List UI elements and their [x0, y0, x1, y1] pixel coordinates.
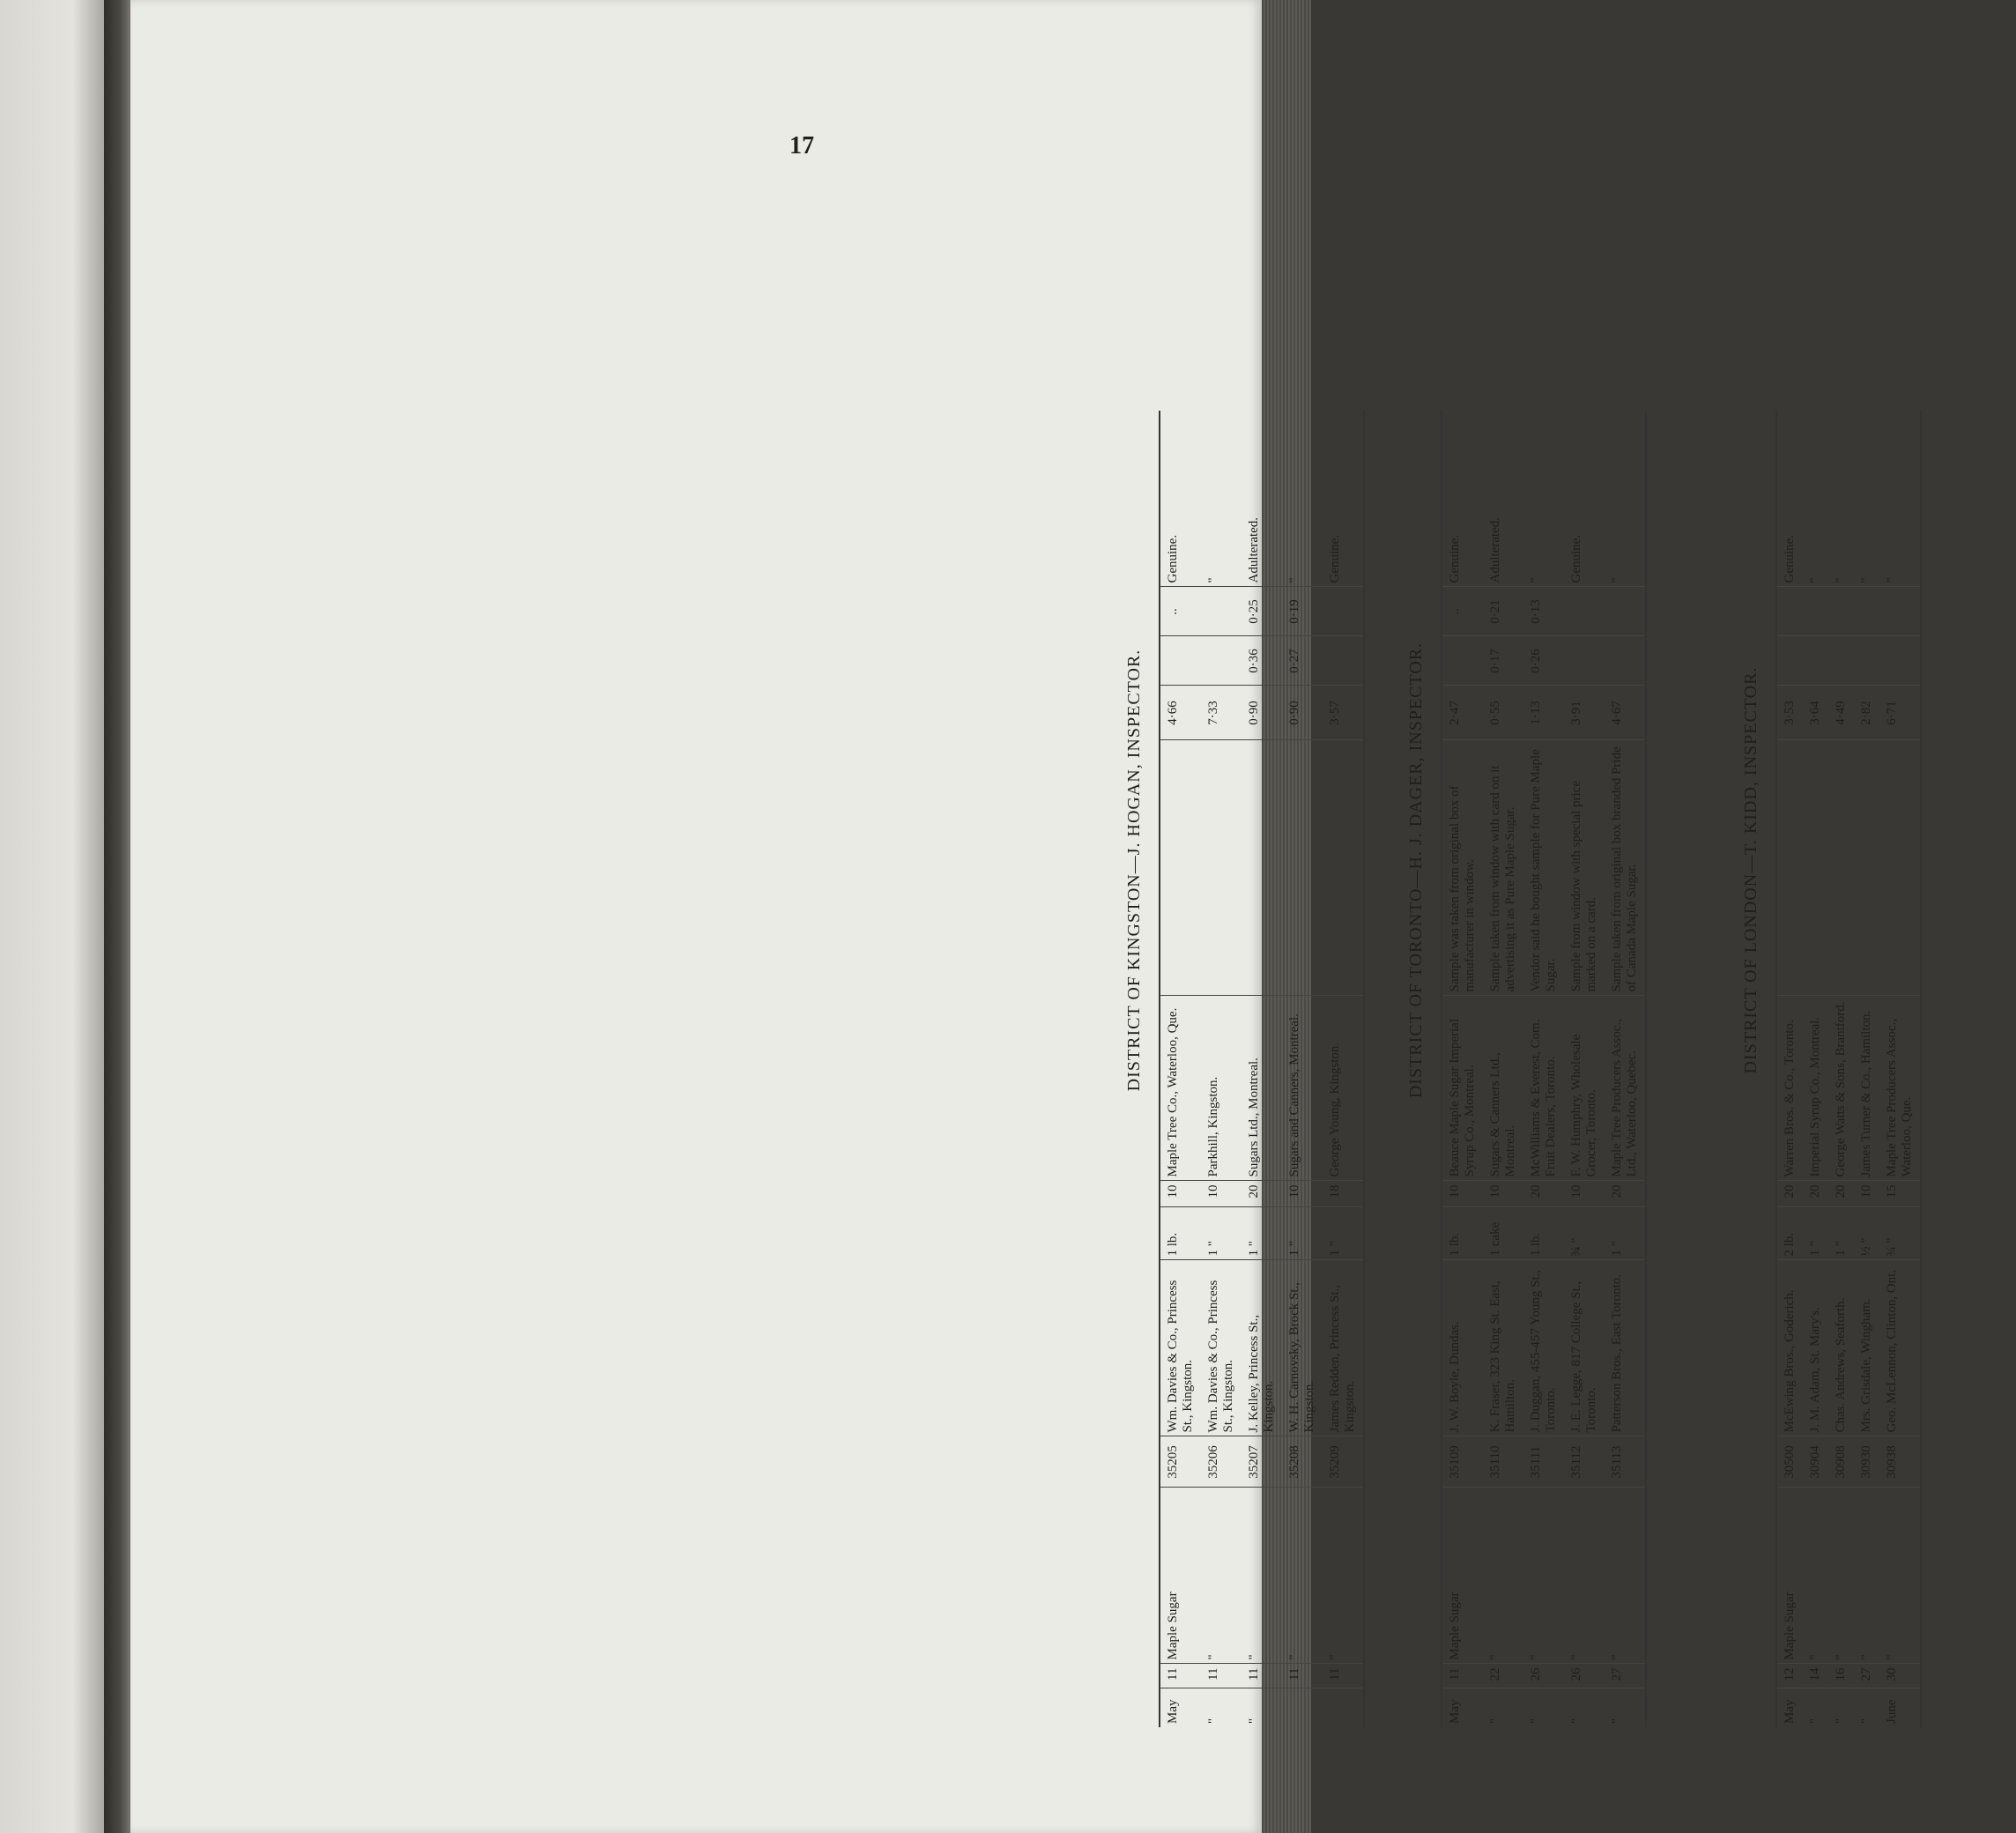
cell-v1: 3·91	[1564, 686, 1605, 740]
cell-dealer: Mrs. Grisdale, Wingham.	[1854, 1260, 1879, 1436]
cell-remarks	[1282, 740, 1323, 996]
district-london	[1738, 189, 1922, 1727]
cell-quantity: 1 "	[1323, 1207, 1364, 1260]
cell-v3: ..	[1160, 587, 1201, 636]
cell-v3	[1879, 587, 1921, 636]
cell-article: "	[1605, 1488, 1646, 1664]
cell-v1: 7·33	[1201, 686, 1241, 740]
cell-result: Genuine.	[1160, 411, 1201, 587]
cell-article: "	[1201, 1488, 1241, 1664]
table-row	[1605, 411, 1646, 1727]
cell-manufacturer: Sugars Ltd., Montreal.	[1241, 996, 1282, 1181]
cell-number: 35207	[1241, 1436, 1282, 1488]
cell-v2	[1828, 636, 1854, 686]
district-title: DISTRICT OF KINGSTON—J. HOGAN, INSPECTOR.	[1124, 649, 1144, 1092]
cell-price: 15	[1879, 1181, 1921, 1207]
cell-manufacturer: Warren Bros. & Co., Toronto.	[1776, 996, 1803, 1181]
book-spine	[104, 0, 130, 1833]
cell-number: 35112	[1564, 1436, 1605, 1488]
cell-number: 35111	[1523, 1436, 1564, 1488]
cell-month: "	[1206, 1718, 1220, 1724]
cell-remarks	[1201, 740, 1241, 996]
cell-v1: 0·90	[1241, 686, 1282, 740]
cell-remarks	[1241, 740, 1282, 996]
cell-price: 20	[1803, 1181, 1828, 1207]
cell-manufacturer: Maple Tree Co., Waterloo, Que.	[1160, 996, 1201, 1181]
table-row	[1282, 411, 1323, 1727]
page	[130, 0, 1262, 1833]
cell-article: "	[1828, 1488, 1854, 1664]
cell-price: 10	[1160, 1181, 1201, 1207]
cell-manufacturer: Maple Tree Producers Assoc., Ltd., Waterloo, Quebec.	[1605, 996, 1646, 1181]
cell-day: 11	[1323, 1664, 1364, 1688]
cell-v2	[1323, 636, 1364, 686]
cell-article: Maple Sugar	[1442, 1488, 1483, 1664]
cell-v2	[1605, 636, 1646, 686]
cell-result: Adulterated.	[1483, 411, 1523, 587]
district-kingston	[1122, 189, 1365, 1727]
cell-price: 10	[1483, 1181, 1523, 1207]
left-page-edge	[0, 0, 104, 1833]
table-row	[1442, 411, 1483, 1727]
cell-article: "	[1879, 1488, 1921, 1664]
cell-v2	[1160, 636, 1201, 686]
cell-month: May	[1166, 1699, 1180, 1724]
cell-dealer: J. M. Adam, St. Mary's.	[1803, 1260, 1828, 1436]
cell-remarks: Sample was taken from original box of manufacturer in window.	[1442, 740, 1483, 996]
cell-v2	[1854, 636, 1879, 686]
cell-v2: 0·27	[1282, 636, 1323, 686]
cell-month: "	[1610, 1718, 1624, 1724]
cell-v2	[1564, 636, 1605, 686]
cell-v1: 3·57	[1323, 686, 1364, 740]
cell-quantity: 1 "	[1828, 1207, 1854, 1260]
cell-number: 35208	[1282, 1436, 1323, 1488]
cell-dealer: Chas. Andrews, Seaforth.	[1828, 1260, 1854, 1436]
cell-month	[1323, 1688, 1364, 1727]
cell-number: 35113	[1605, 1436, 1646, 1488]
table-row	[1201, 411, 1241, 1727]
cell-manufacturer: Maple Tree Producers Assoc., Waterloo, Que.	[1879, 996, 1921, 1181]
cell-result: "	[1879, 411, 1921, 587]
cell-dealer: J. W. Boyle, Dundas.	[1442, 1260, 1483, 1436]
page-number: 17	[789, 132, 814, 160]
cell-result: "	[1828, 411, 1854, 587]
cell-dealer: W. H. Carnovsky, Brock St., Kingston.	[1282, 1260, 1323, 1436]
cell-month: "	[1808, 1718, 1822, 1724]
samples-table	[1159, 411, 1365, 1727]
cell-result: "	[1803, 411, 1828, 587]
cell-result: Genuine.	[1323, 411, 1364, 587]
cell-number: 35206	[1201, 1436, 1241, 1488]
cell-article: "	[1854, 1488, 1879, 1664]
cell-dealer: Wm. Davies & Co., Princess St., Kingston.	[1160, 1260, 1201, 1436]
district-title: DISTRICT OF LONDON—T. KIDD, INSPECTOR.	[1741, 666, 1760, 1074]
cell-v1: 2·47	[1442, 686, 1483, 740]
cell-dealer: J. Kelley, Princess St., Kingston.	[1241, 1260, 1282, 1436]
cell-result: Adulterated.	[1241, 411, 1282, 587]
cell-dealer: McEwing Bros., Goderich.	[1776, 1260, 1803, 1436]
cell-number: 30908	[1828, 1436, 1854, 1488]
cell-remarks	[1828, 740, 1854, 996]
cell-result: "	[1605, 411, 1646, 587]
cell-quantity: ¾ "	[1879, 1207, 1921, 1260]
cell-day: 26	[1523, 1664, 1564, 1688]
cell-dealer: K. Fraser, 323 King St. East, Hamilton.	[1483, 1260, 1523, 1436]
samples-table	[1775, 411, 1922, 1727]
table-row	[1323, 411, 1364, 1727]
cell-dealer: James Redden, Princess St., Kingston.	[1323, 1260, 1364, 1436]
cell-day: 14	[1803, 1664, 1828, 1688]
cell-v2	[1201, 636, 1241, 686]
cell-price: 18	[1323, 1181, 1364, 1207]
cell-remarks: Sample taken from window with card on it advertising it as Pure Maple Sugar.	[1483, 740, 1523, 996]
table-row	[1523, 411, 1564, 1727]
cell-v3: 0·19	[1282, 587, 1323, 636]
cell-month: "	[1529, 1718, 1543, 1724]
cell-v2: 0·17	[1483, 636, 1523, 686]
cell-quantity: 1 lb.	[1442, 1207, 1483, 1260]
cell-price: 10	[1282, 1181, 1323, 1207]
cell-price: 10	[1854, 1181, 1879, 1207]
cell-day: 26	[1564, 1664, 1605, 1688]
cell-manufacturer: George Young, Kingston.	[1323, 996, 1364, 1181]
table-row	[1483, 411, 1523, 1727]
cell-month: May	[1448, 1699, 1462, 1724]
cell-price: 20	[1776, 1181, 1803, 1207]
cell-quantity: 1 "	[1201, 1207, 1241, 1260]
cell-remarks	[1879, 740, 1921, 996]
table-row	[1879, 411, 1921, 1727]
cell-v3	[1201, 587, 1241, 636]
cell-v1: 0·90	[1282, 686, 1323, 740]
table-row	[1160, 411, 1201, 1727]
cell-quantity: 1 "	[1605, 1207, 1646, 1260]
cell-remarks: Sample taken from original box branded Pride of Canada Maple Sugar.	[1605, 740, 1646, 996]
cell-v2	[1803, 636, 1828, 686]
cell-v1: 0·55	[1483, 686, 1523, 740]
district-toronto	[1404, 189, 1647, 1727]
cell-v3	[1564, 587, 1605, 636]
cell-article: "	[1483, 1488, 1523, 1664]
cell-number: 30930	[1854, 1436, 1879, 1488]
cell-v3	[1605, 587, 1646, 636]
cell-month: "	[1859, 1718, 1873, 1724]
cell-quantity: 1 lb.	[1523, 1207, 1564, 1260]
cell-article: "	[1323, 1488, 1364, 1664]
cell-remarks	[1160, 740, 1201, 996]
cell-number: 30904	[1803, 1436, 1828, 1488]
cell-remarks	[1854, 740, 1879, 996]
cell-day: 11	[1282, 1664, 1323, 1688]
cell-v2: 0·36	[1241, 636, 1282, 686]
cell-v1: 4·67	[1605, 686, 1646, 740]
cell-v3	[1323, 587, 1364, 636]
cell-v1: 3·53	[1776, 686, 1803, 740]
cell-price: 20	[1523, 1181, 1564, 1207]
cell-result: Genuine.	[1776, 411, 1803, 587]
cell-dealer: Geo. McLennon, Clinton, Ont.	[1879, 1260, 1921, 1436]
cell-quantity: 1 cake	[1483, 1207, 1523, 1260]
cell-v2: 0·26	[1523, 636, 1564, 686]
cell-price: 10	[1564, 1181, 1605, 1207]
cell-price: 10	[1201, 1181, 1241, 1207]
cell-article: "	[1564, 1488, 1605, 1664]
cell-manufacturer: Imperial Syrup Co., Montreal.	[1803, 996, 1828, 1181]
cell-price: 20	[1241, 1181, 1282, 1207]
table-row	[1564, 411, 1605, 1727]
cell-day: 27	[1854, 1664, 1879, 1688]
cell-quantity: ½ "	[1854, 1207, 1879, 1260]
cell-price: 10	[1442, 1181, 1483, 1207]
cell-result: "	[1282, 411, 1323, 587]
cell-v2	[1879, 636, 1921, 686]
table-row	[1828, 411, 1854, 1727]
cell-remarks	[1323, 740, 1364, 996]
rotated-table-area	[1122, 189, 2016, 1727]
cell-quantity: 2 lb.	[1776, 1207, 1803, 1260]
cell-manufacturer: F. W. Humphry, Wholesale Grocer, Toronto.	[1564, 996, 1605, 1181]
cell-article: "	[1241, 1488, 1282, 1664]
cell-month: "	[1247, 1718, 1261, 1724]
cell-day: 12	[1776, 1664, 1803, 1688]
cell-v3	[1828, 587, 1854, 636]
cell-remarks	[1803, 740, 1828, 996]
cell-number: 35110	[1483, 1436, 1523, 1488]
cell-quantity: 1 "	[1803, 1207, 1828, 1260]
cell-manufacturer: Parkhill, Kingston.	[1201, 996, 1241, 1181]
cell-article: "	[1523, 1488, 1564, 1664]
cell-month	[1282, 1688, 1323, 1727]
cell-v1: 4·49	[1828, 686, 1854, 740]
cell-v3	[1776, 587, 1803, 636]
cell-v3: 0·13	[1523, 587, 1564, 636]
cell-day: 11	[1442, 1664, 1483, 1688]
district-title: DISTRICT OF TORONTO—H. J. DAGER, INSPECTOR.	[1406, 642, 1426, 1099]
cell-v1: 6·71	[1879, 686, 1921, 740]
table-row	[1803, 411, 1828, 1727]
cell-remarks: Sample from window with special price marked on a card.	[1564, 740, 1605, 996]
cell-number: 35205	[1160, 1436, 1201, 1488]
cell-day: 11	[1241, 1664, 1282, 1688]
cell-month: "	[1834, 1718, 1848, 1724]
cell-v1: 2·82	[1854, 686, 1879, 740]
cell-manufacturer: George Watts & Sons, Brantford.	[1828, 996, 1854, 1181]
cell-v1: 4·66	[1160, 686, 1201, 740]
cell-manufacturer: Sugars and Canners, Montreal.	[1282, 996, 1323, 1181]
cell-dealer: Patterson Bros., East Toronto.	[1605, 1260, 1646, 1436]
cell-v3	[1854, 587, 1879, 636]
cell-quantity: ¾ "	[1564, 1207, 1605, 1260]
cell-number: 30500	[1776, 1436, 1803, 1488]
cell-number: 35209	[1323, 1436, 1364, 1488]
cell-article: "	[1803, 1488, 1828, 1664]
cell-number: 35109	[1442, 1436, 1483, 1488]
cell-quantity: 1 "	[1282, 1207, 1323, 1260]
cell-manufacturer: Sugars & Canners Ltd., Montreal.	[1483, 996, 1523, 1181]
cell-result: Genuine.	[1442, 411, 1483, 587]
table-row	[1776, 411, 1803, 1727]
cell-day: 27	[1605, 1664, 1646, 1688]
cell-v3: ..	[1442, 587, 1483, 636]
cell-result: Genuine.	[1564, 411, 1605, 587]
cell-article: Maple Sugar	[1160, 1488, 1201, 1664]
cell-price: 20	[1605, 1181, 1646, 1207]
cell-day: 16	[1828, 1664, 1854, 1688]
cell-remarks: Vendor said he bought sample for Pure Maple Sugar.	[1523, 740, 1564, 996]
table-row	[1854, 411, 1879, 1727]
cell-manufacturer: McWilliams & Everest, Com. Fruit Dealers, Toronto.	[1523, 996, 1564, 1181]
cell-quantity: 1 lb.	[1160, 1207, 1201, 1260]
samples-table	[1441, 411, 1647, 1727]
cell-number: 30938	[1879, 1436, 1921, 1488]
cell-dealer: J. E. Legge, 817 College St., Toronto.	[1564, 1260, 1605, 1436]
cell-month: "	[1488, 1718, 1502, 1724]
cell-day: 30	[1879, 1664, 1921, 1688]
cell-price: 20	[1828, 1181, 1854, 1207]
cell-v2	[1442, 636, 1483, 686]
cell-v1: 1·13	[1523, 686, 1564, 740]
cell-v2	[1776, 636, 1803, 686]
cell-article: "	[1282, 1488, 1323, 1664]
cell-dealer: Wm. Davies & Co., Princess St., Kingston.	[1201, 1260, 1241, 1436]
cell-result: "	[1523, 411, 1564, 587]
cell-quantity: 1 "	[1241, 1207, 1282, 1260]
cell-remarks	[1776, 740, 1803, 996]
cell-manufacturer: Beauce Maple Sugar Imperial Syrup Co., Montreal.	[1442, 996, 1483, 1181]
cell-article: Maple Sugar	[1776, 1488, 1803, 1664]
cell-day: 11	[1160, 1664, 1201, 1688]
cell-day: 11	[1201, 1664, 1241, 1688]
cell-day: 22	[1483, 1664, 1523, 1688]
cell-manufacturer: James Turner & Co., Hamilton.	[1854, 996, 1879, 1181]
cell-month: June	[1885, 1699, 1899, 1724]
cell-v3: 0·21	[1483, 587, 1523, 636]
cell-result: "	[1201, 411, 1241, 587]
cell-dealer: J. Duggan, 455-457 Young St., Toronto.	[1523, 1260, 1564, 1436]
cell-v3	[1803, 587, 1828, 636]
cell-result: "	[1854, 411, 1879, 587]
cell-month: "	[1569, 1718, 1583, 1724]
cell-month: May	[1783, 1699, 1797, 1724]
cell-v1: 3·64	[1803, 686, 1828, 740]
table-row	[1241, 411, 1282, 1727]
cell-v3: 0·25	[1241, 587, 1282, 636]
